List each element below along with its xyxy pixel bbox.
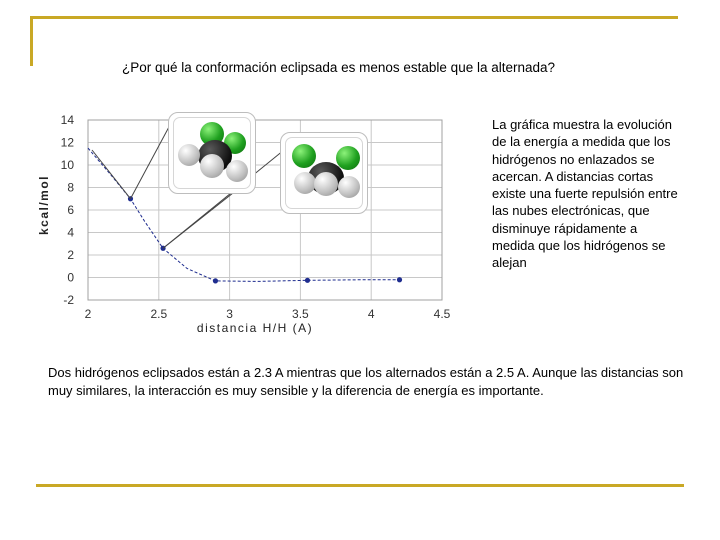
x-tick-label: 3.5 — [292, 307, 309, 321]
y-tick-label: 2 — [67, 248, 74, 262]
chlorine-atom-icon — [336, 146, 360, 170]
y-tick-label: -2 — [63, 293, 74, 307]
explanation-text: La gráfica muestra la evolución de la energía a medida que los hidrógenos no enlazados se acercan. A distancias cortas existe una fuerte repulsión entre las nubes electrónicas, que disminuye rápidamente a medida que los hidrógenos se alejan — [492, 117, 678, 271]
y-tick-label: 6 — [67, 203, 74, 217]
hydrogen-atom-icon — [338, 176, 360, 198]
leader-line-eclipsed-2 — [92, 150, 130, 199]
y-tick-label: 4 — [67, 225, 74, 240]
x-axis-label: distancia H/H (A) — [196, 321, 314, 335]
y-tick-label: 14 — [60, 113, 74, 127]
hydrogen-atom-icon — [178, 144, 200, 166]
y-tick-label: 8 — [67, 180, 74, 195]
data-point — [397, 277, 402, 282]
y-tick-label: 10 — [60, 158, 74, 172]
x-tick-label: 2.5 — [150, 307, 168, 321]
y-axis-label: kcal/mol — [37, 174, 51, 236]
data-point — [305, 278, 310, 283]
molecule-space-filling-model-icon — [285, 137, 363, 209]
staggered-conformer-box — [280, 132, 368, 214]
y-tick-label: 12 — [60, 135, 74, 150]
x-tick-label: 4 — [367, 307, 375, 321]
molecule-space-filling-model-icon — [173, 117, 251, 189]
conclusion-text: Dos hidrógenos eclipsados están a 2.3 A mientras que los alternados están a 2.5 A. Aunque las distancias son muy similares, la interacción es muy sensible y la diferencia de energía es importante. — [48, 365, 684, 398]
data-point — [213, 278, 218, 283]
x-tick-label: 3 — [226, 307, 233, 321]
y-tick-label: 0 — [67, 270, 74, 285]
x-tick-label: 4.5 — [433, 307, 451, 321]
hydrogen-atom-icon — [314, 172, 338, 196]
x-tick-label: 2 — [84, 307, 92, 321]
slide-title: ¿Por qué la conformación eclipsada es menos estable que la alternada? — [122, 60, 556, 75]
eclipsed-conformer-box — [168, 112, 256, 194]
hydrogen-atom-icon — [200, 154, 224, 178]
chlorine-atom-icon — [292, 144, 316, 168]
hydrogen-atom-icon — [294, 172, 316, 194]
hydrogen-atom-icon — [226, 160, 248, 182]
